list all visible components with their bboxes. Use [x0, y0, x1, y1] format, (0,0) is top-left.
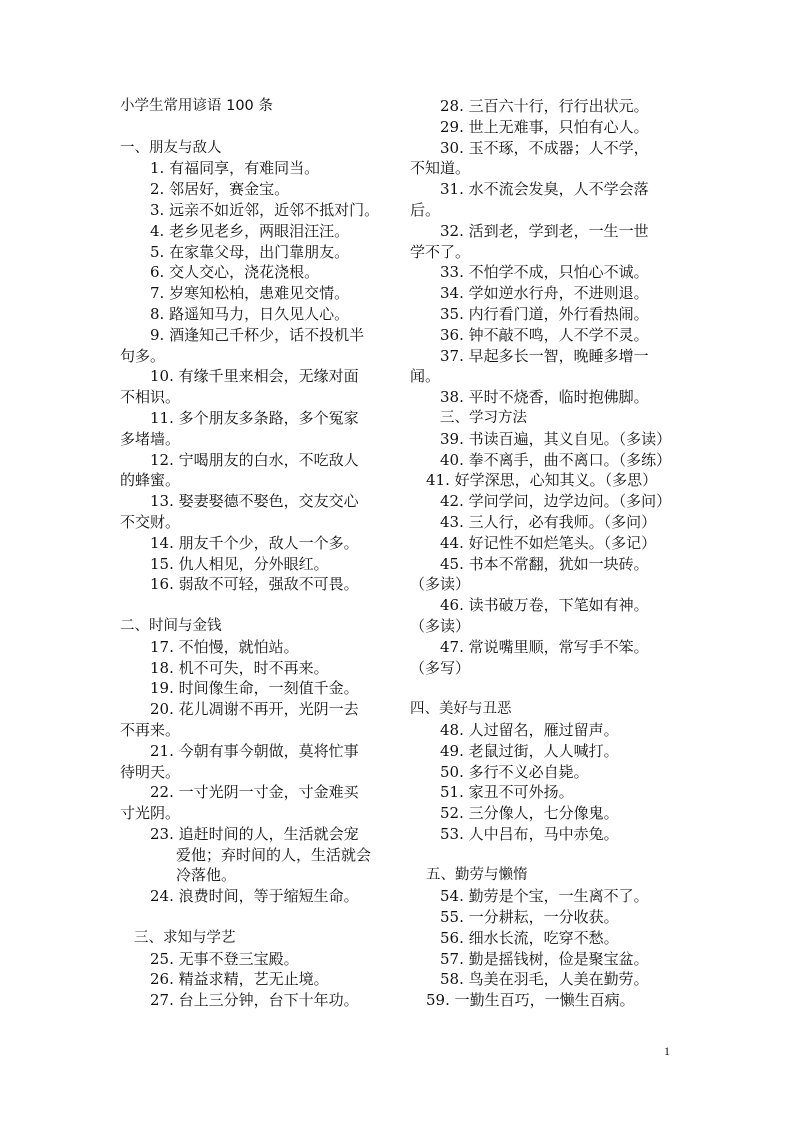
proverb-item: 38. 平时不烧香，临时抱佛脚。 [440, 388, 649, 407]
proverb-continuation: 待明天。 [120, 762, 181, 781]
section-heading: 一、朋友与敌人 [120, 139, 222, 156]
proverb-item: 50. 多行不义必自毙。 [440, 762, 589, 781]
proverb-item: 58. 鸟美在羽毛，人美在勤劳。 [440, 970, 649, 989]
proverb-item: 36. 钟不敲不鸣，人不学不灵。 [440, 325, 649, 344]
proverb-item: 44. 好记性不如烂笔头。（多记） [440, 533, 657, 552]
proverb-continuation: 不相识。 [120, 388, 181, 407]
blank-line [120, 907, 392, 928]
proverb-item: 46. 读书破万卷，下笔如有神。 [440, 596, 649, 615]
proverb-item: 41. 好学深思，心知其义。（多思） [426, 471, 658, 490]
blank-line [120, 595, 392, 616]
proverb-item: 55. 一分耕耘，一分收获。 [440, 908, 619, 927]
proverb-item: 19. 时间像生命，一刻值千金。 [150, 679, 359, 698]
proverb-continuation: 不再来。 [120, 720, 181, 739]
proverb-item: 57. 勤是摇钱树，俭是聚宝盆。 [440, 949, 649, 968]
section-heading: 三、学习方法 [440, 409, 527, 426]
proverb-item: 12. 宁喝朋友的白水，不吃敌人 [150, 450, 359, 469]
proverb-item: 51. 家丑不可外扬。 [440, 783, 574, 802]
document-title: 小学生常用谚语 100 条 [120, 98, 273, 114]
proverb-continuation: （多写） [410, 658, 471, 677]
proverb-continuation: 冷落他。 [176, 866, 237, 885]
section-heading: 五、勤劳与懒惰 [426, 867, 528, 884]
proverb-item: 52. 三分像人，七分像鬼。 [440, 804, 619, 823]
proverb-item: 26. 精益求精，艺无止境。 [150, 970, 329, 989]
proverb-item: 24. 浪费时间，等于缩短生命。 [150, 887, 359, 906]
proverb-item: 31. 水不流会发臭，人不学会落 [440, 180, 649, 199]
proverb-item: 15. 仇人相见，分外眼红。 [150, 554, 329, 573]
proverb-item: 4. 老乡见老乡，两眼泪汪汪。 [150, 221, 350, 240]
proverb-continuation: 闻。 [410, 367, 441, 386]
proverb-item: 49. 老鼠过街，人人喊打。 [440, 741, 619, 760]
proverb-item: 48. 人过留名，雁过留声。 [440, 720, 619, 739]
left-column [120, 96, 392, 1011]
proverb-item: 32. 活到老，学到老，一生一世 [440, 221, 649, 240]
right-column [410, 96, 678, 1011]
section-heading: 三、求知与学艺 [134, 929, 236, 946]
section-heading: 二、时间与金钱 [120, 617, 222, 634]
proverb-continuation: （多读） [410, 575, 471, 594]
proverb-continuation: 不知道。 [410, 159, 471, 178]
proverb-item: 42. 学问学问，边学边问。（多问） [440, 492, 672, 511]
proverb-item: 25. 无事不登三宝殿。 [150, 949, 299, 968]
proverb-item: 17. 不怕慢，就怕站。 [150, 637, 299, 656]
proverb-continuation: 多堵墙。 [120, 429, 181, 448]
proverb-item: 10. 有缘千里来相会，无缘对面 [150, 367, 359, 386]
proverb-item: 8. 路遥知马力，日久见人心。 [150, 304, 350, 323]
proverb-item: 13. 娶妻娶德不娶色，交友交心 [150, 492, 359, 511]
blank-line [120, 117, 392, 138]
proverb-continuation: 后。 [410, 200, 441, 219]
proverb-continuation: 爱他；弃时间的人，生活就会 [176, 845, 372, 864]
proverb-item: 7. 岁寒知松柏，患难见交情。 [150, 284, 350, 303]
proverb-item: 35. 内行看门道，外行看热闹。 [440, 304, 649, 323]
proverb-item: 28. 三百六十行，行行出状元。 [440, 97, 649, 115]
proverb-item: 37. 早起多长一智，晚睡多增一 [440, 346, 649, 365]
section-heading: 四、美好与丑恶 [410, 701, 512, 718]
proverb-item: 23. 追赶时间的人，生活就会宠 [150, 824, 359, 843]
proverb-item: 21. 今朝有事今朝做，莫将忙事 [150, 741, 359, 760]
proverb-item: 14. 朋友千个少，敌人一个多。 [150, 533, 359, 552]
proverb-item: 59. 一勤生百巧，一懒生百病。 [426, 991, 635, 1010]
proverb-item: 45. 书本不常翻，犹如一块砖。 [440, 554, 649, 573]
proverb-item: 3. 远亲不如近邻，近邻不抵对门。 [150, 200, 380, 219]
proverb-item: 54. 勤劳是个宝，一生离不了。 [440, 887, 649, 906]
proverb-item: 2. 邻居好，赛金宝。 [150, 180, 290, 199]
proverb-item: 34. 学如逆水行舟，不进则退。 [440, 284, 649, 303]
proverb-continuation: 不交财。 [120, 512, 181, 531]
page-number: 1 [664, 1044, 670, 1058]
proverb-item: 5. 在家靠父母，出门靠朋友。 [150, 242, 350, 261]
proverb-item: 56. 细水长流，吃穿不愁。 [440, 928, 619, 947]
proverb-item: 22. 一寸光阴一寸金，寸金难买 [150, 783, 359, 802]
proverb-item: 29. 世上无难事，只怕有心人。 [440, 117, 649, 136]
proverb-item: 6. 交人交心，浇花浇根。 [150, 263, 320, 282]
proverb-item: 47. 常说嘴里顺，常写手不笨。 [440, 637, 649, 656]
proverb-item: 30. 玉不琢，不成器；人不学， [440, 138, 649, 157]
proverb-item: 20. 花儿凋谢不再开，光阴一去 [150, 700, 359, 719]
proverb-continuation: （多读） [410, 616, 471, 635]
proverb-item: 40. 拳不离手，曲不离口。（多练） [440, 450, 672, 469]
blank-line [410, 678, 678, 699]
proverb-item: 16. 弱敌不可轻，强敌不可畏。 [150, 575, 359, 594]
proverb-item: 9. 酒逢知己千杯少，话不投机半 [150, 325, 365, 344]
proverb-continuation: 的蜂蜜。 [120, 471, 181, 490]
proverb-item: 1. 有福同享，有难同当。 [150, 159, 320, 178]
proverb-item: 27. 台上三分钟，台下十年功。 [150, 991, 359, 1010]
blank-line [410, 845, 678, 866]
proverb-continuation: 句多。 [120, 346, 166, 365]
proverb-item: 39. 书读百遍，其义自见。（多读） [440, 429, 672, 448]
proverb-item: 43. 三人行，必有我师。（多问） [440, 512, 657, 531]
proverb-continuation: 学不了。 [410, 242, 471, 261]
proverb-item: 33. 不怕学不成，只怕心不诚。 [440, 263, 649, 282]
proverb-item: 53. 人中吕布，马中赤兔。 [440, 824, 619, 843]
proverb-item: 18. 机不可失，时不再来。 [150, 658, 329, 677]
proverb-item: 11. 多个朋友多条路，多个冤家 [150, 408, 359, 427]
proverb-continuation: 寸光阴。 [120, 804, 181, 823]
